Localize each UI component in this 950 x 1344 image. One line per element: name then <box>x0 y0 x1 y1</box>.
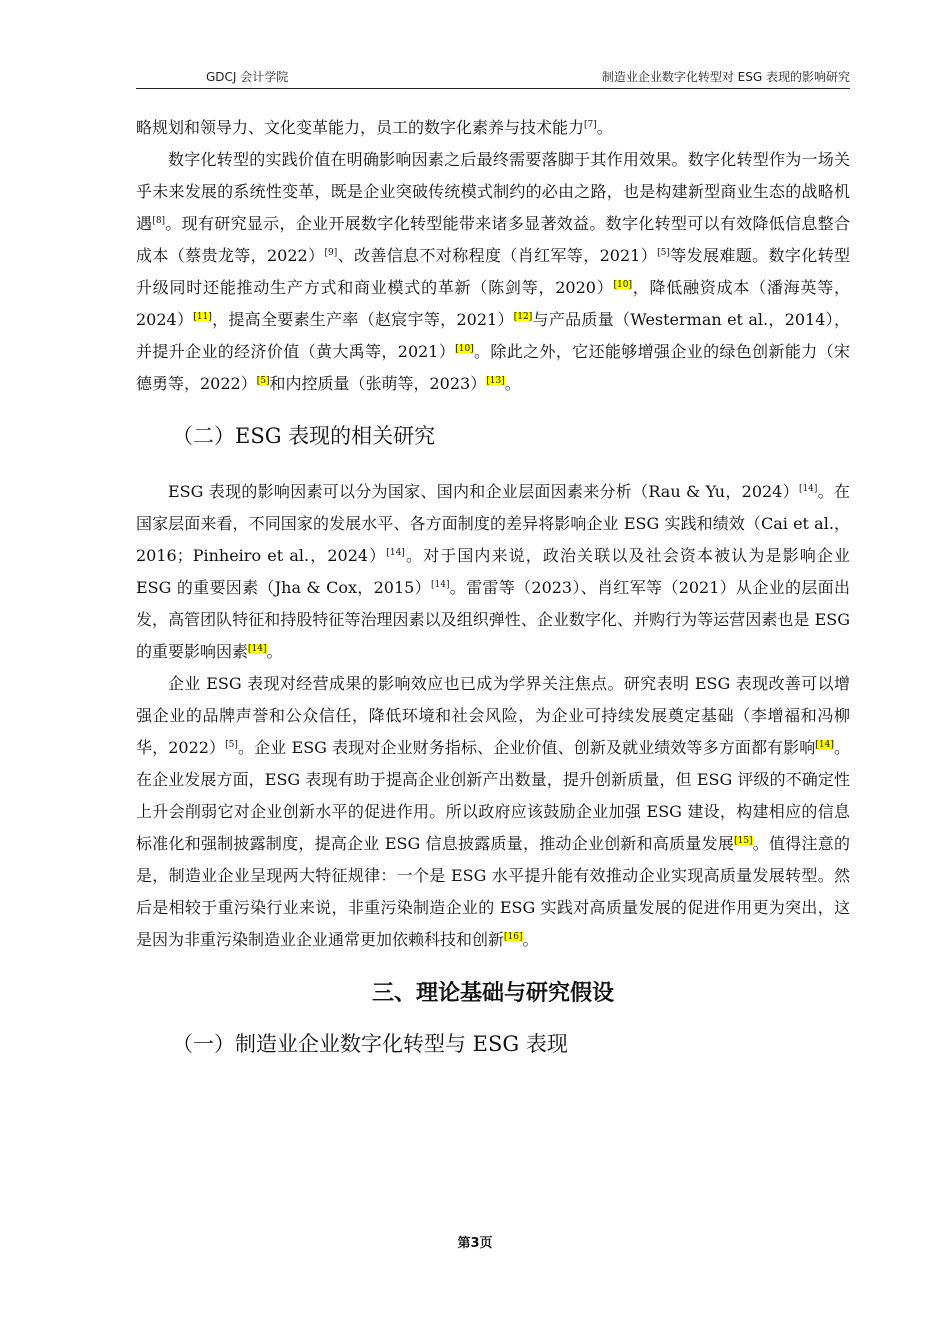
running-header <box>136 66 850 89</box>
citation: [5] <box>225 740 238 750</box>
header-right: 制造业企业数字化转型对 ESG 表现的影响研究 <box>601 70 850 84</box>
citation-highlighted: [13] <box>486 376 505 386</box>
page-body <box>136 112 850 1060</box>
paragraph-4: 企业 ESG 表现对经营成果的影响效应也已成为学界关注焦点。研究表明 ESG 表现改善可以增强企业的品牌声誉和公众信任，降低环境和社会风险，为企业可持续发展奠定基础（李增福和冯柳华，2022）[5]。企业 ESG 表现对企业财务指标、企业价值、创新及就业绩效等多方面都有影响[14]。在企业发展方面，ESG 表现有助于提高企业创新产出数量，提升创新质量，但 ESG 评级的不确定性上升会削弱它对企业创新水平的促进作用。所以政府应该鼓励企业加强 ESG 建设，构建相应的信息标准化和强制披露制度，提高企业 ESG 信息披露质量，推动企业创新和高质量发展[15]。值得注意的是，制造业企业呈现两大特征规律：一个是 ESG 水平提升能有效推动企业实现高质量发展转型。然后是相较于重污染行业来说，非重污染制造企业的 ESG 实践对高质量发展的促进作用更为突出，这是因为非重污染制造业企业通常更加依赖科技和创新[16]。 <box>136 674 850 949</box>
citation: [5] <box>657 248 670 258</box>
citation: [14] <box>798 484 818 494</box>
page-number: 第3页 <box>457 1236 493 1251</box>
citation-highlighted: [5] <box>256 376 270 386</box>
section-heading-digital: （一）制造业企业数字化转型与 ESG 表现 <box>172 1032 568 1056</box>
citation: [8] <box>152 216 166 226</box>
citation: [7] <box>584 120 597 130</box>
citation-highlighted: [12] <box>513 312 533 322</box>
citation-highlighted: [14] <box>248 644 267 654</box>
citation-highlighted: [15] <box>734 836 753 846</box>
chapter-heading: 三、理论基础与研究假设 <box>371 981 614 1006</box>
citation: [14] <box>386 548 405 558</box>
paragraph-1: 略规划和领导力、文化变革能力，员工的数字化素养与技术能力[7]。 <box>136 118 613 137</box>
citation-highlighted: [14] <box>815 740 834 750</box>
citation-highlighted: [11] <box>193 312 212 322</box>
citation-highlighted: [10] <box>455 344 474 354</box>
citation: [14] <box>430 580 450 590</box>
citation-highlighted: [16] <box>504 932 523 942</box>
header-left: GDCJ 会计学院 <box>206 70 289 84</box>
paragraph-2: 数字化转型的实践价值在明确影响因素之后最终需要落脚于其作用效果。数字化转型作为一场关乎未来发展的系统性变革，既是企业突破传统模式制约的必由之路，也是构建新型商业生态的战略机遇[8]。现有研究显示，企业开展数字化转型能带来诸多显著效益。数字化转型可以有效降低信息整合成本（蔡贵龙等，2022）[9]、改善信息不对称程度（肖红军等，2021）[5]等发展难题。数字化转型升级同时还能推动生产方式和商业模式的革新（陈剑等，2020）[10]，降低融资成本（潘海英等，2024）[11]，提高全要素生产率（赵宸宇等，2021）[12]与产品质量（Westerman et al.，2014），并提升企业的经济价值（黄大禹等，2021）[10]。除此之外，它还能够增强企业的绿色创新能力（宋德勇等，2022）[5]和内控质量（张萌等，2023）[13]。 <box>136 150 850 393</box>
paragraph-3: ESG 表现的影响因素可以分为国家、国内和企业层面因素来分析（Rau & Yu，2024）[14]。在国家层面来看，不同国家的发展水平、各方面制度的差异将影响企业 ESG 实践和绩效（Cai et al.，2016；Pinheiro et al.，2024）[14]。对于国内来说，政治关联以及社会资本被认为是影响企业 ESG 的重要因素（Jha & Cox，2015）[14]。雷雷等（2023）、肖红军等（2021）从企业的层面出发，高管团队特征和持股特征等治理因素以及组织弹性、企业数字化、并购行为等运营因素也是 ESG 的重要影响因素[14]。 <box>136 482 850 661</box>
section-heading-esg: （二）ESG 表现的相关研究 <box>172 424 436 448</box>
citation-highlighted: [10] <box>613 280 632 290</box>
citation: [9] <box>324 248 338 258</box>
